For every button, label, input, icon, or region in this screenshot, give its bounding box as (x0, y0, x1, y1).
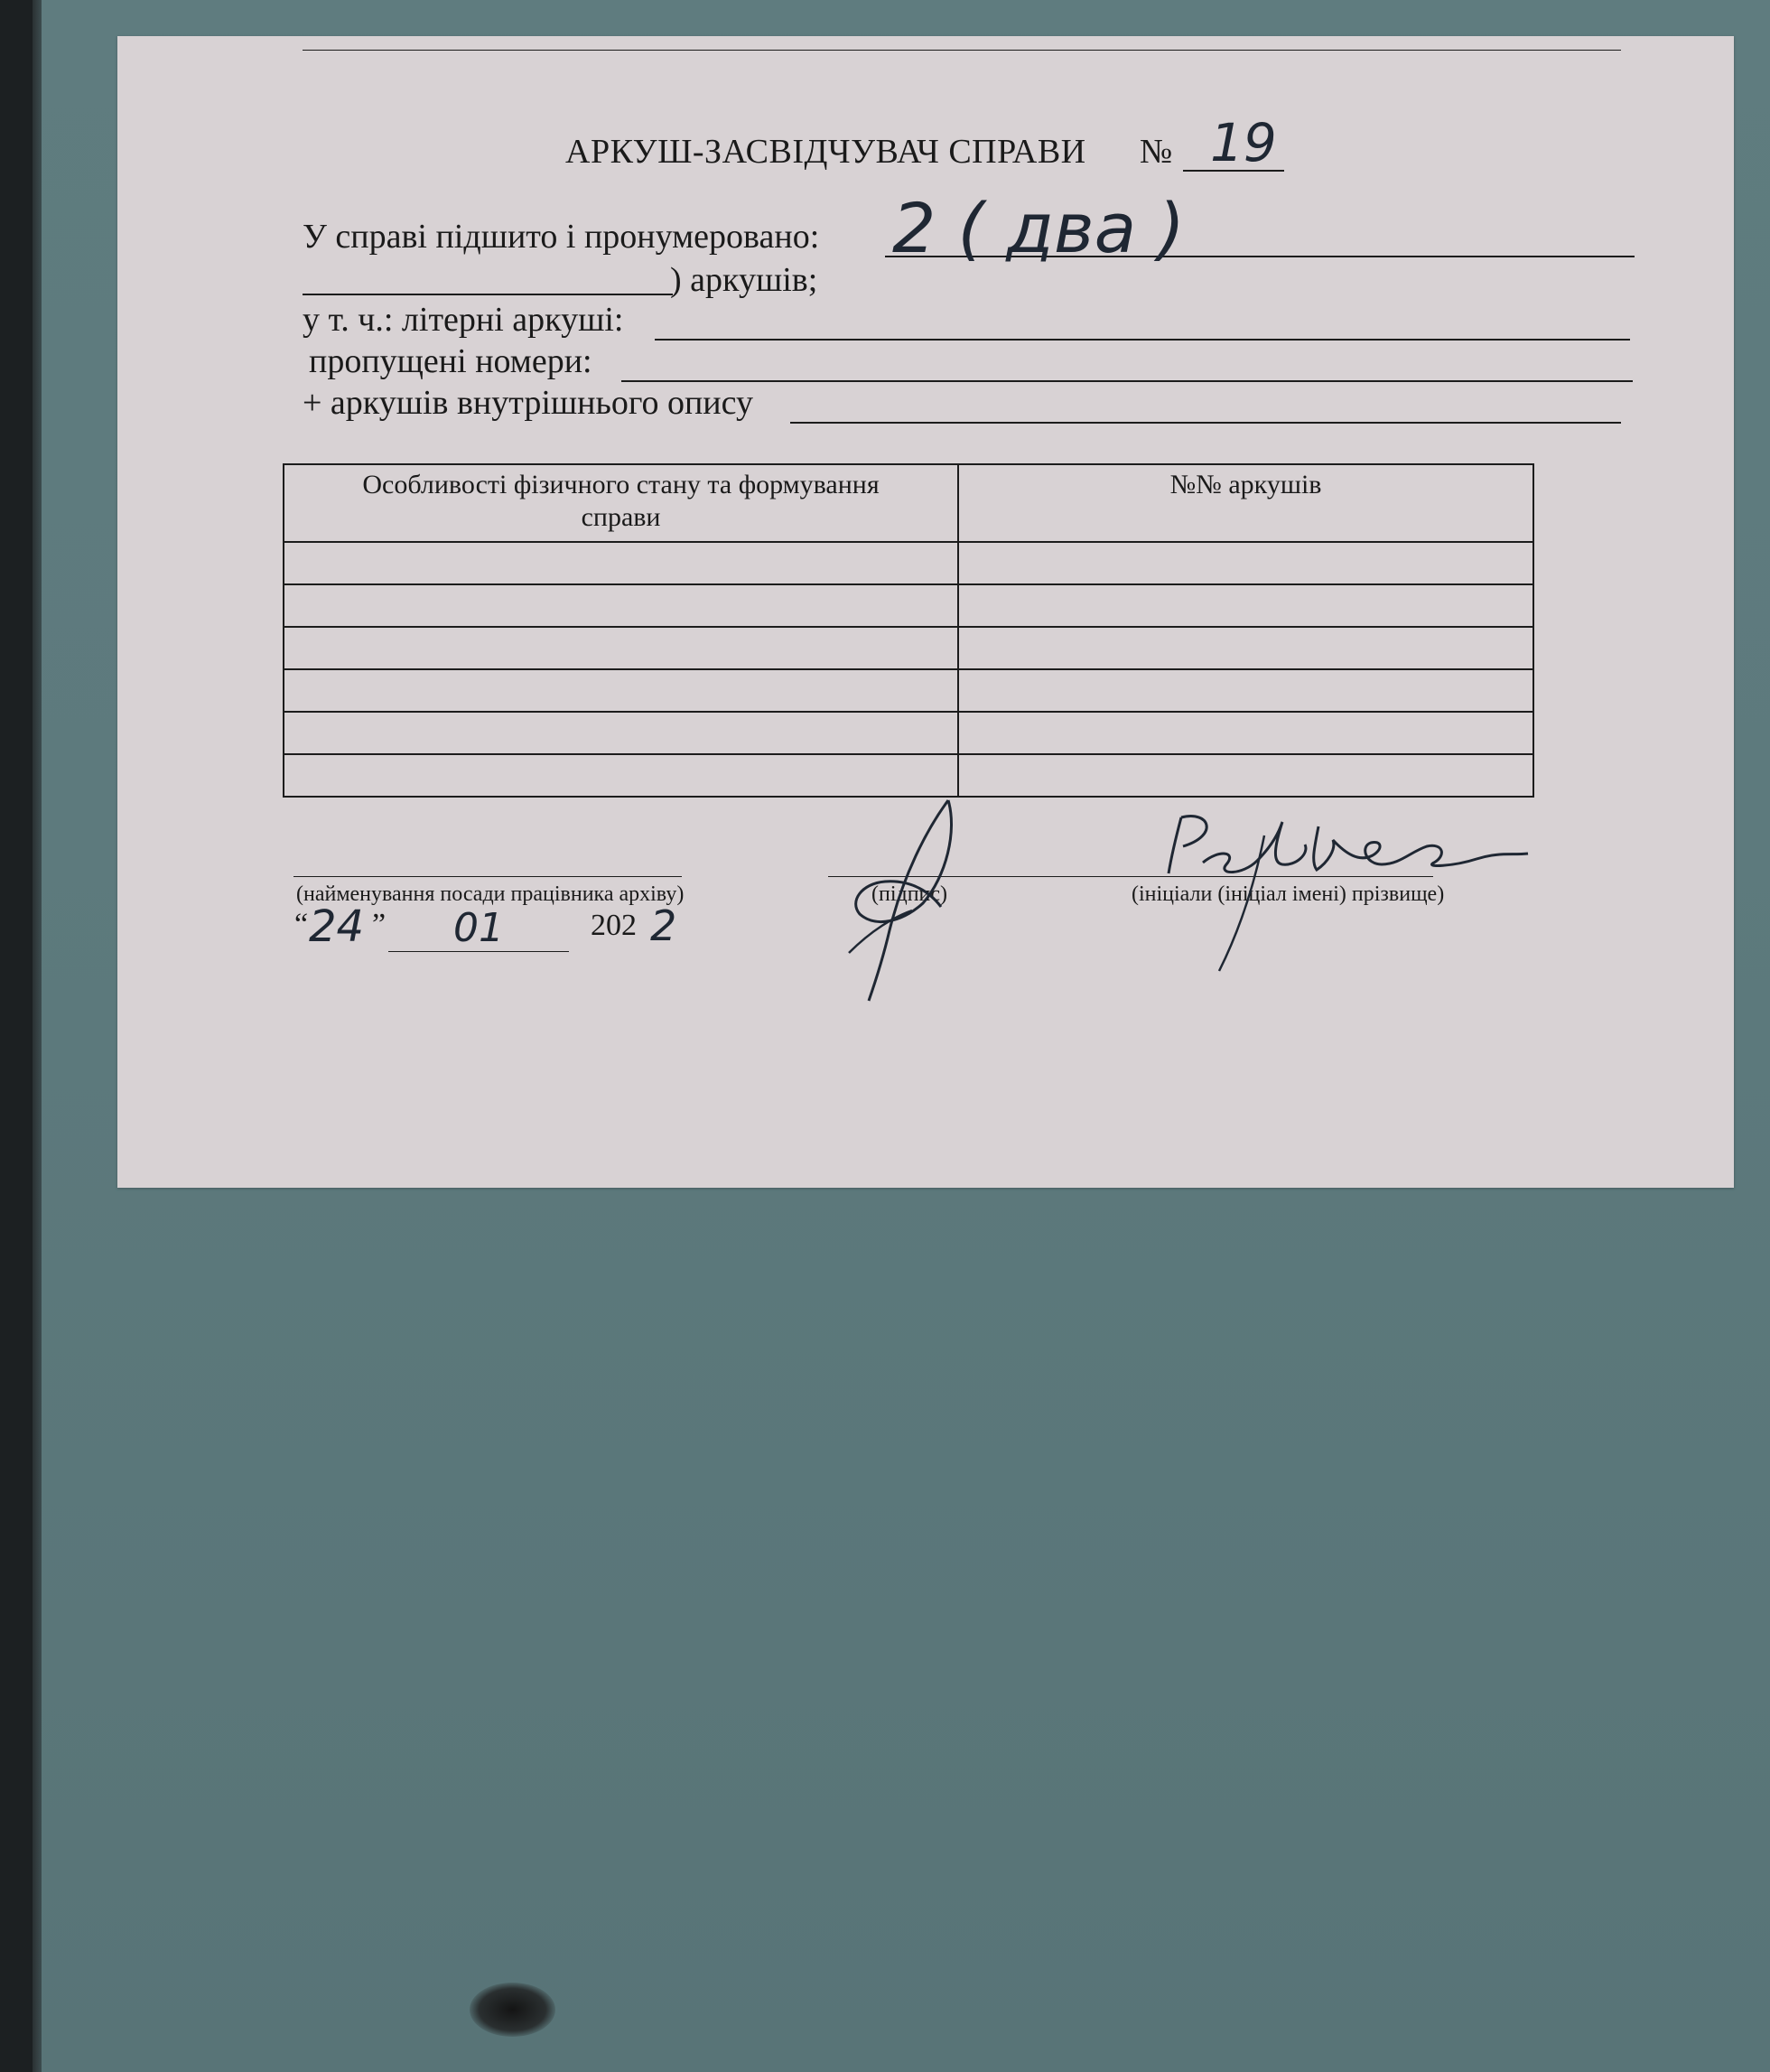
position-underline (293, 876, 682, 877)
sign-caption: (підпис) (871, 882, 948, 906)
line5-underline (790, 422, 1621, 424)
table-cell (958, 584, 1533, 627)
date-open-quote: “ (294, 908, 309, 941)
handwritten-surname (1156, 799, 1553, 980)
table-row (284, 542, 1533, 584)
line3-underline (655, 339, 1630, 341)
table-cell (958, 712, 1533, 754)
line4-underline (621, 380, 1633, 382)
table-cell (958, 669, 1533, 712)
table-header-sheet-numbers: №№ аркушів (958, 464, 1533, 542)
table-cell (284, 542, 958, 584)
table-cell (284, 712, 958, 754)
top-rule (303, 50, 1621, 51)
table-cell (284, 584, 958, 627)
table-header-row (284, 464, 1533, 542)
table-row (284, 669, 1533, 712)
number-label: № (1140, 133, 1173, 171)
date-month-underline (388, 951, 569, 952)
case-number-handwritten: 19 (1210, 112, 1277, 173)
date-month-handwritten: 01 (453, 905, 504, 951)
table-cell (958, 754, 1533, 797)
line1-label: У справі підшито і пронумеровано: (303, 218, 820, 256)
condition-table (283, 463, 1534, 798)
name-caption: (ініціали (ініціал імені) прізвище) (1132, 882, 1445, 906)
table-row (284, 754, 1533, 797)
table-header-condition: Особливості фізичного стану та формування справи (284, 464, 958, 542)
sheet-title: АРКУШ-ЗАСВІДЧУВАЧ СПРАВИ (565, 133, 1086, 171)
date-close-quote: ” (372, 908, 387, 941)
position-caption: (найменування посади працівника архіву) (296, 882, 685, 906)
line2-underline (303, 294, 673, 295)
sheet-count-handwritten: 2 ( два ) (892, 188, 1186, 268)
certification-sheet (117, 36, 1734, 1188)
handwritten-signature (840, 795, 984, 1012)
ink-stain (470, 1983, 555, 2037)
date-year-handwritten: 2 (650, 901, 677, 950)
table-cell (284, 669, 958, 712)
table-cell (284, 754, 958, 797)
line5-label: + аркушів внутрішнього опису (303, 384, 753, 422)
table-cell (284, 627, 958, 669)
table-row (284, 584, 1533, 627)
line4-label: пропущені номери: (309, 342, 592, 380)
date-day-handwritten: 24 (309, 901, 365, 952)
table-row (284, 627, 1533, 669)
table-cell (958, 627, 1533, 669)
line3-label: у т. ч.: літерні аркуші: (303, 301, 624, 339)
table-cell (958, 542, 1533, 584)
line2-suffix: ) аркушів; (670, 261, 818, 299)
table-row (284, 712, 1533, 754)
date-year-prefix: 202 (591, 909, 637, 942)
